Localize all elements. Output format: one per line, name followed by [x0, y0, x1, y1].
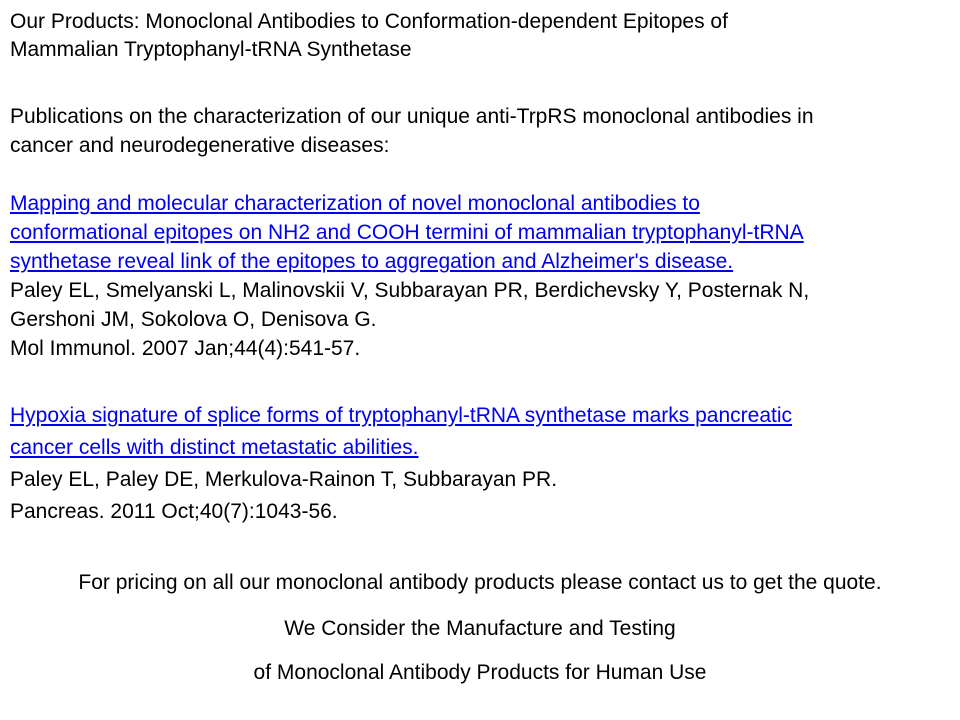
- publication-2-link-line-1[interactable]: Hypoxia signature of splice forms of tryptophanyl-tRNA synthetase marks pancreatic: [10, 404, 793, 427]
- publication-1: [10, 189, 945, 363]
- publication-2-link-line-2[interactable]: cancer cells with distinct metastatic abilities.: [10, 436, 419, 459]
- publication-1-link-line-3[interactable]: synthetase reveal link of the epitopes to aggregation and Alzheimer's disease.: [10, 250, 734, 273]
- publication-1-link[interactable]: [10, 189, 945, 276]
- publication-1-authors-line-1: Paley EL, Smelyanski L, Malinovskii V, Subbarayan PR, Berdichevsky Y, Posternak N,: [10, 279, 810, 302]
- publication-2-authors-line-1: Paley EL, Paley DE, Merkulova-Rainon T, Subbarayan PR.: [10, 468, 558, 491]
- intro-paragraph: [10, 102, 945, 160]
- title-line-1: Our Products: Monoclonal Antibodies to Conformation-dependent Epitopes of: [10, 10, 728, 33]
- footer-line-3: of Monoclonal Antibody Products for Human Use: [253, 661, 707, 684]
- page-title: [10, 8, 945, 64]
- footer-line-2: We Consider the Manufacture and Testing: [284, 617, 676, 640]
- publication-2-citation: Pancreas. 2011 Oct;40(7):1043-56.: [10, 500, 338, 523]
- publication-1-citation: Mol Immunol. 2007 Jan;44(4):541-57.: [10, 337, 361, 360]
- title-line-2: Mammalian Tryptophanyl-tRNA Synthetase: [10, 38, 412, 61]
- intro-line-1: Publications on the characterization of our unique anti-TrpRS monoclonal antibodies in: [10, 105, 814, 128]
- publication-1-link-line-2[interactable]: conformational epitopes on NH2 and COOH termini of mammalian tryptophanyl-tRNA: [10, 221, 804, 244]
- publication-1-link-line-1[interactable]: Mapping and molecular characterization of novel monoclonal antibodies to: [10, 192, 700, 215]
- publication-1-authors-line-2: Gershoni JM, Sokolova O, Denisova G.: [10, 308, 377, 331]
- intro-line-2: cancer and neurodegenerative diseases:: [10, 134, 390, 157]
- publication-2: [10, 400, 945, 528]
- pricing-note: For pricing on all our monoclonal antibody products please contact us to get the quote.: [78, 571, 882, 594]
- publication-2-link[interactable]: [10, 400, 945, 464]
